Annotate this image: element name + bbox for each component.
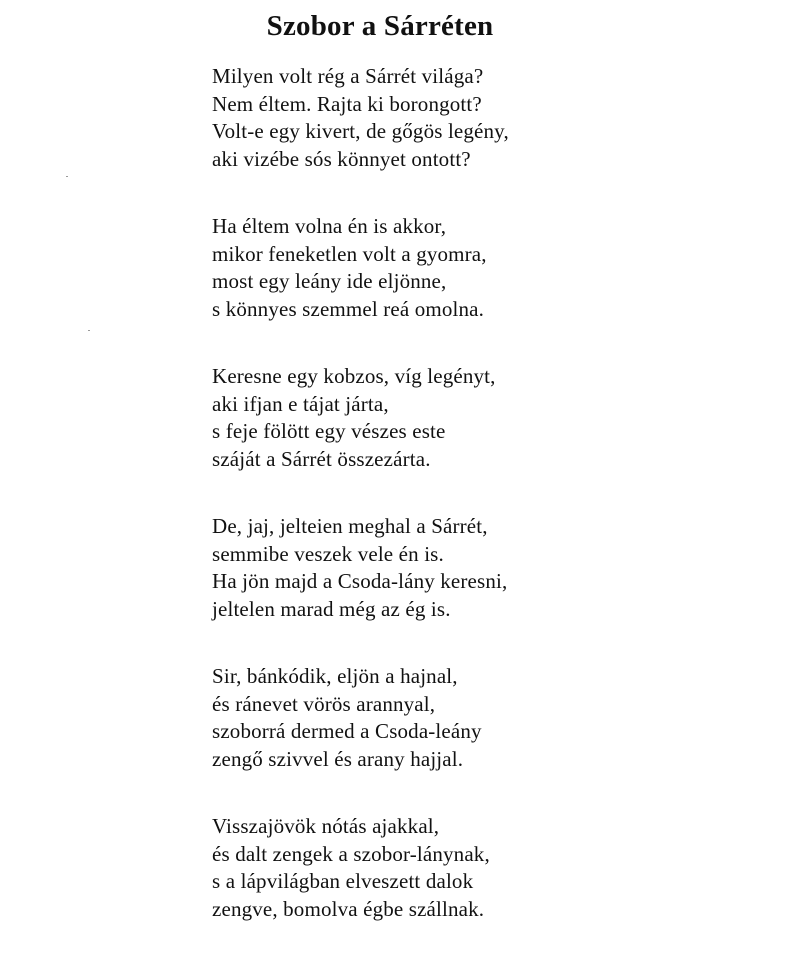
poem-line: Ha jön majd a Csoda-lány keresni, (212, 569, 508, 593)
poem-line: Nem éltem. Rajta ki borongott? (212, 91, 482, 116)
poem-line: De, jaj, jelteien meghal a Sárrét, (212, 514, 488, 538)
stanza-2 (212, 213, 772, 323)
poem-title: Szobor a Sárréten (266, 10, 494, 42)
poem-line: aki ifjan e tájat járta, (212, 391, 389, 416)
poem-line: Milyen volt rég a Sárrét világa? (212, 64, 484, 88)
poem-line: Ha éltem volna én is akkor, (212, 214, 447, 238)
stanza-1 (212, 63, 772, 173)
stanza-6 (212, 813, 772, 923)
poem-line: zengő szivvel és arany hajjal. (212, 746, 464, 771)
stanza-5 (212, 663, 772, 773)
poem-line: és dalt zengek a szobor-lánynak, (212, 841, 490, 866)
poem-line: és ránevet vörös arannyal, (212, 691, 436, 716)
poem-line: Keresne egy kobzos, víg legényt, (212, 364, 496, 388)
poem-line: aki vizébe sós könnyet ontott? (212, 146, 471, 171)
stanza-3 (212, 363, 772, 473)
poem-line: Volt-e egy kivert, de gőgös legény, (212, 119, 509, 143)
scan-speck (66, 176, 68, 177)
poem-line: mikor feneketlen volt a gyomra, (212, 241, 487, 266)
poem-line: szoborrá dermed a Csoda-leány (212, 719, 482, 743)
stanza-4 (212, 513, 772, 623)
poem-body (212, 63, 772, 963)
poem-line: s a lápvilágban elveszett dalok (212, 869, 474, 893)
scan-speck (88, 330, 90, 331)
poem-line: száját a Sárrét összezárta. (212, 446, 431, 471)
poem-line: Visszajövök nótás ajakkal, (212, 814, 440, 838)
poem-line: Sir, bánkódik, eljön a hajnal, (212, 664, 458, 688)
poem-line: s feje fölött egy vészes este (212, 419, 446, 443)
poem-line: most egy leány ide eljönne, (212, 269, 447, 293)
poem-line: jeltelen marad még az ég is. (212, 596, 451, 621)
poem-line: semmibe veszek vele én is. (212, 541, 444, 566)
poem-line: s könnyes szemmel reá omolna. (212, 296, 485, 321)
poem-line: zengve, bomolva égbe szállnak. (212, 896, 485, 921)
